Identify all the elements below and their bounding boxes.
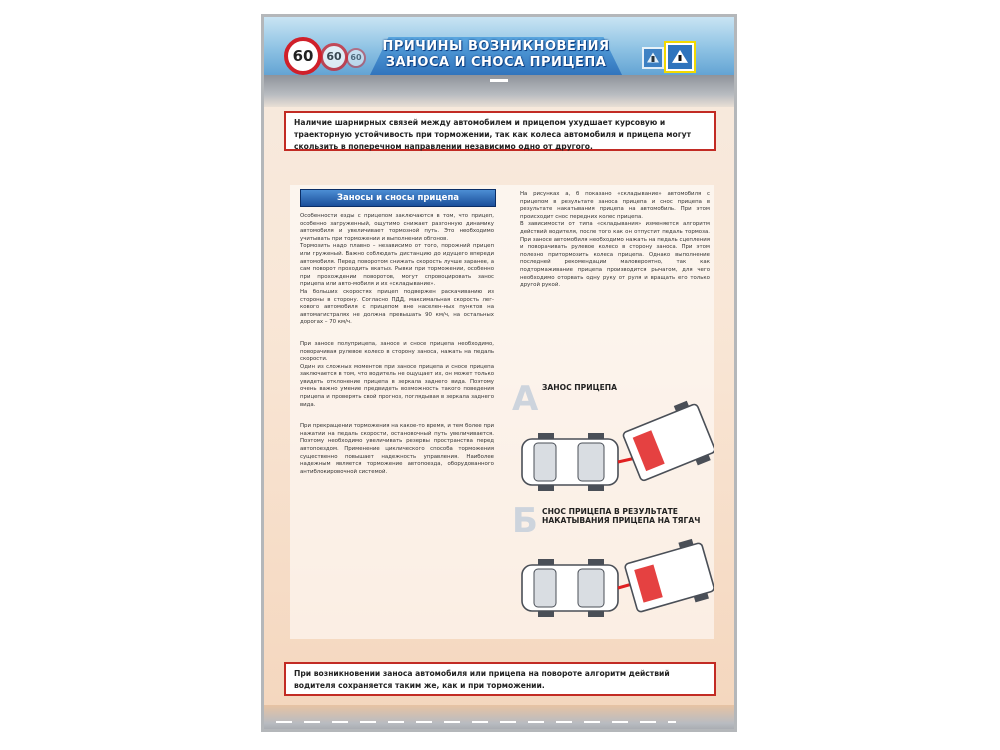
figure-b-title: СНОС ПРИЦЕПА В РЕЗУЛЬТАТЕ НАКАТЫВАНИЯ ПРИЦЕПА НА ТЯГАЧ bbox=[542, 507, 701, 525]
right-paragraph-2: В зависимости от типа «складывания» изменяется алгоритм действий водителя, после того как он отпустит педаль тормоза. При заносе автомобиля необходимо нажать на педаль сцепления и поворачивать рулевое колесо в сторону заноса. При этом полезно притормозить колеса прицепа. Однако выполнение последней рекомендации маловероятно, так как подтормаживание прицепа производится рычагом, для чего необходимо оторвать одну руку от руля и вращать его только другой рукой. bbox=[520, 221, 710, 289]
left-paragraph-3: На больших скоростях прицеп подвержен раскачиванию из стороны в сторону. Согласно ПДД, максимальная скорость лег-кового автомобиля с прицепом вне населен-ных пунктов на автомагистралях не должна превышать 90 км/ч, на остальных дорогах – 70 км/ч. bbox=[300, 288, 494, 326]
right-column bbox=[520, 191, 710, 290]
car-icon bbox=[522, 433, 618, 491]
left-column bbox=[294, 189, 500, 476]
left-paragraph-4: При заносе полуприцепа, заносе и сносе прицепа необходимо, поворачивая рулевое колесо в сторону заноса, нажать на педаль скорости. bbox=[300, 340, 494, 363]
left-paragraph-6: При прекращении торможения на какое-то время, и тем более при нажатии на педаль скорости, остановочный путь увеличивается. Поэтому необходимо увеличивать резервы пространства перед автопоездом. Применение циклического способа торможения существенно повышает надежность управления. Наиболее надежным является торможение автопоезда, оборудованного антиблокировочной системой. bbox=[300, 423, 494, 475]
road-strip bbox=[264, 75, 734, 107]
poster-title-line1: ПРИЧИНЫ ВОЗНИКНОВЕНИЯ bbox=[382, 39, 610, 54]
intro-box: Наличие шарнирных связей между автомобилем и прицепом ухудшает курсовую и траекторную устойчивость при торможении, так как колеса автомобиля и прицепа могут скользить в поперечном направлении независимо одно от другого. bbox=[284, 111, 716, 151]
figure-b-letter: Б bbox=[512, 501, 538, 541]
poster-header bbox=[264, 17, 734, 79]
figure-a-title: ЗАНОС ПРИЦЕПА bbox=[542, 383, 618, 392]
trailer-icon bbox=[623, 537, 714, 618]
outro-box: При возникновении заноса автомобиля или прицепа на повороте алгоритм действий водителя сохраняется таким же, как и при торможении. bbox=[284, 662, 716, 696]
poster-footer bbox=[264, 705, 734, 729]
speed-limit-value: 60 bbox=[292, 47, 314, 65]
poster-canvas bbox=[264, 17, 734, 729]
poster-frame bbox=[261, 14, 737, 732]
pedestrian-crossing-sign-icon bbox=[666, 43, 694, 71]
figure-a-letter: А bbox=[512, 379, 539, 419]
figure-b-diagram bbox=[518, 537, 714, 623]
left-paragraph-1: Особенности езды с прицепом заключаются в том, что прицеп, особенно загруженный, ощутимо снижает разгонную динамику автомобиля и увеличивает тормозной путь. Это необходимо учитывать при торможении и выполнении обгонов. bbox=[300, 213, 494, 242]
trailer-icon bbox=[620, 398, 714, 487]
left-paragraph-2: Тормозить надо плавно – независимо от того, порожний прицеп или груженый. Важно соблюдать дистанцию до идущего впереди автомобиля. Перед поворотом снижать скорость лучше заранее, а сам поворот проходить вкатыз. Рывки при торможении, особенно при прохождении поворотов, могут спровоцировать занос прицепа или авто-мобиля и их «складывание». bbox=[300, 243, 494, 288]
speed-limit-sign-icon bbox=[320, 43, 348, 71]
speed-limit-sign-icon bbox=[346, 48, 366, 68]
car-icon bbox=[522, 559, 618, 617]
poster-title bbox=[368, 39, 624, 71]
speed-limit-value: 60 bbox=[350, 53, 362, 62]
section-title: Заносы и сносы прицепа bbox=[300, 189, 496, 207]
figure-a-diagram bbox=[518, 389, 714, 499]
right-paragraph-1: На рисунках а, б показано «складывание» автомобиля с прицепом в результате заноса прицепа и снос прицепа в результате накатывания прицепа на автомобиль. При этом происходит снос передних колес прицепа. bbox=[520, 191, 710, 220]
left-paragraph-5: Один из сложных моментов при заносе прицепа и сносе прицепа заключается в том, что водитель не ощущает их, он может только увидеть отклонение прицепа в зеркала заднего вида. Поэтому очень важно умение предвидеть возможность такого поведения прицепа и проверять свой прогноз, поглядывая в зеркала заднего вида. bbox=[300, 363, 494, 408]
pedestrian-crossing-sign-icon bbox=[642, 47, 664, 69]
poster-title-line2: ЗАНОСА И СНОСА ПРИЦЕПА bbox=[385, 55, 607, 70]
speed-limit-value: 60 bbox=[326, 50, 342, 63]
speed-limit-sign-icon bbox=[284, 37, 322, 75]
